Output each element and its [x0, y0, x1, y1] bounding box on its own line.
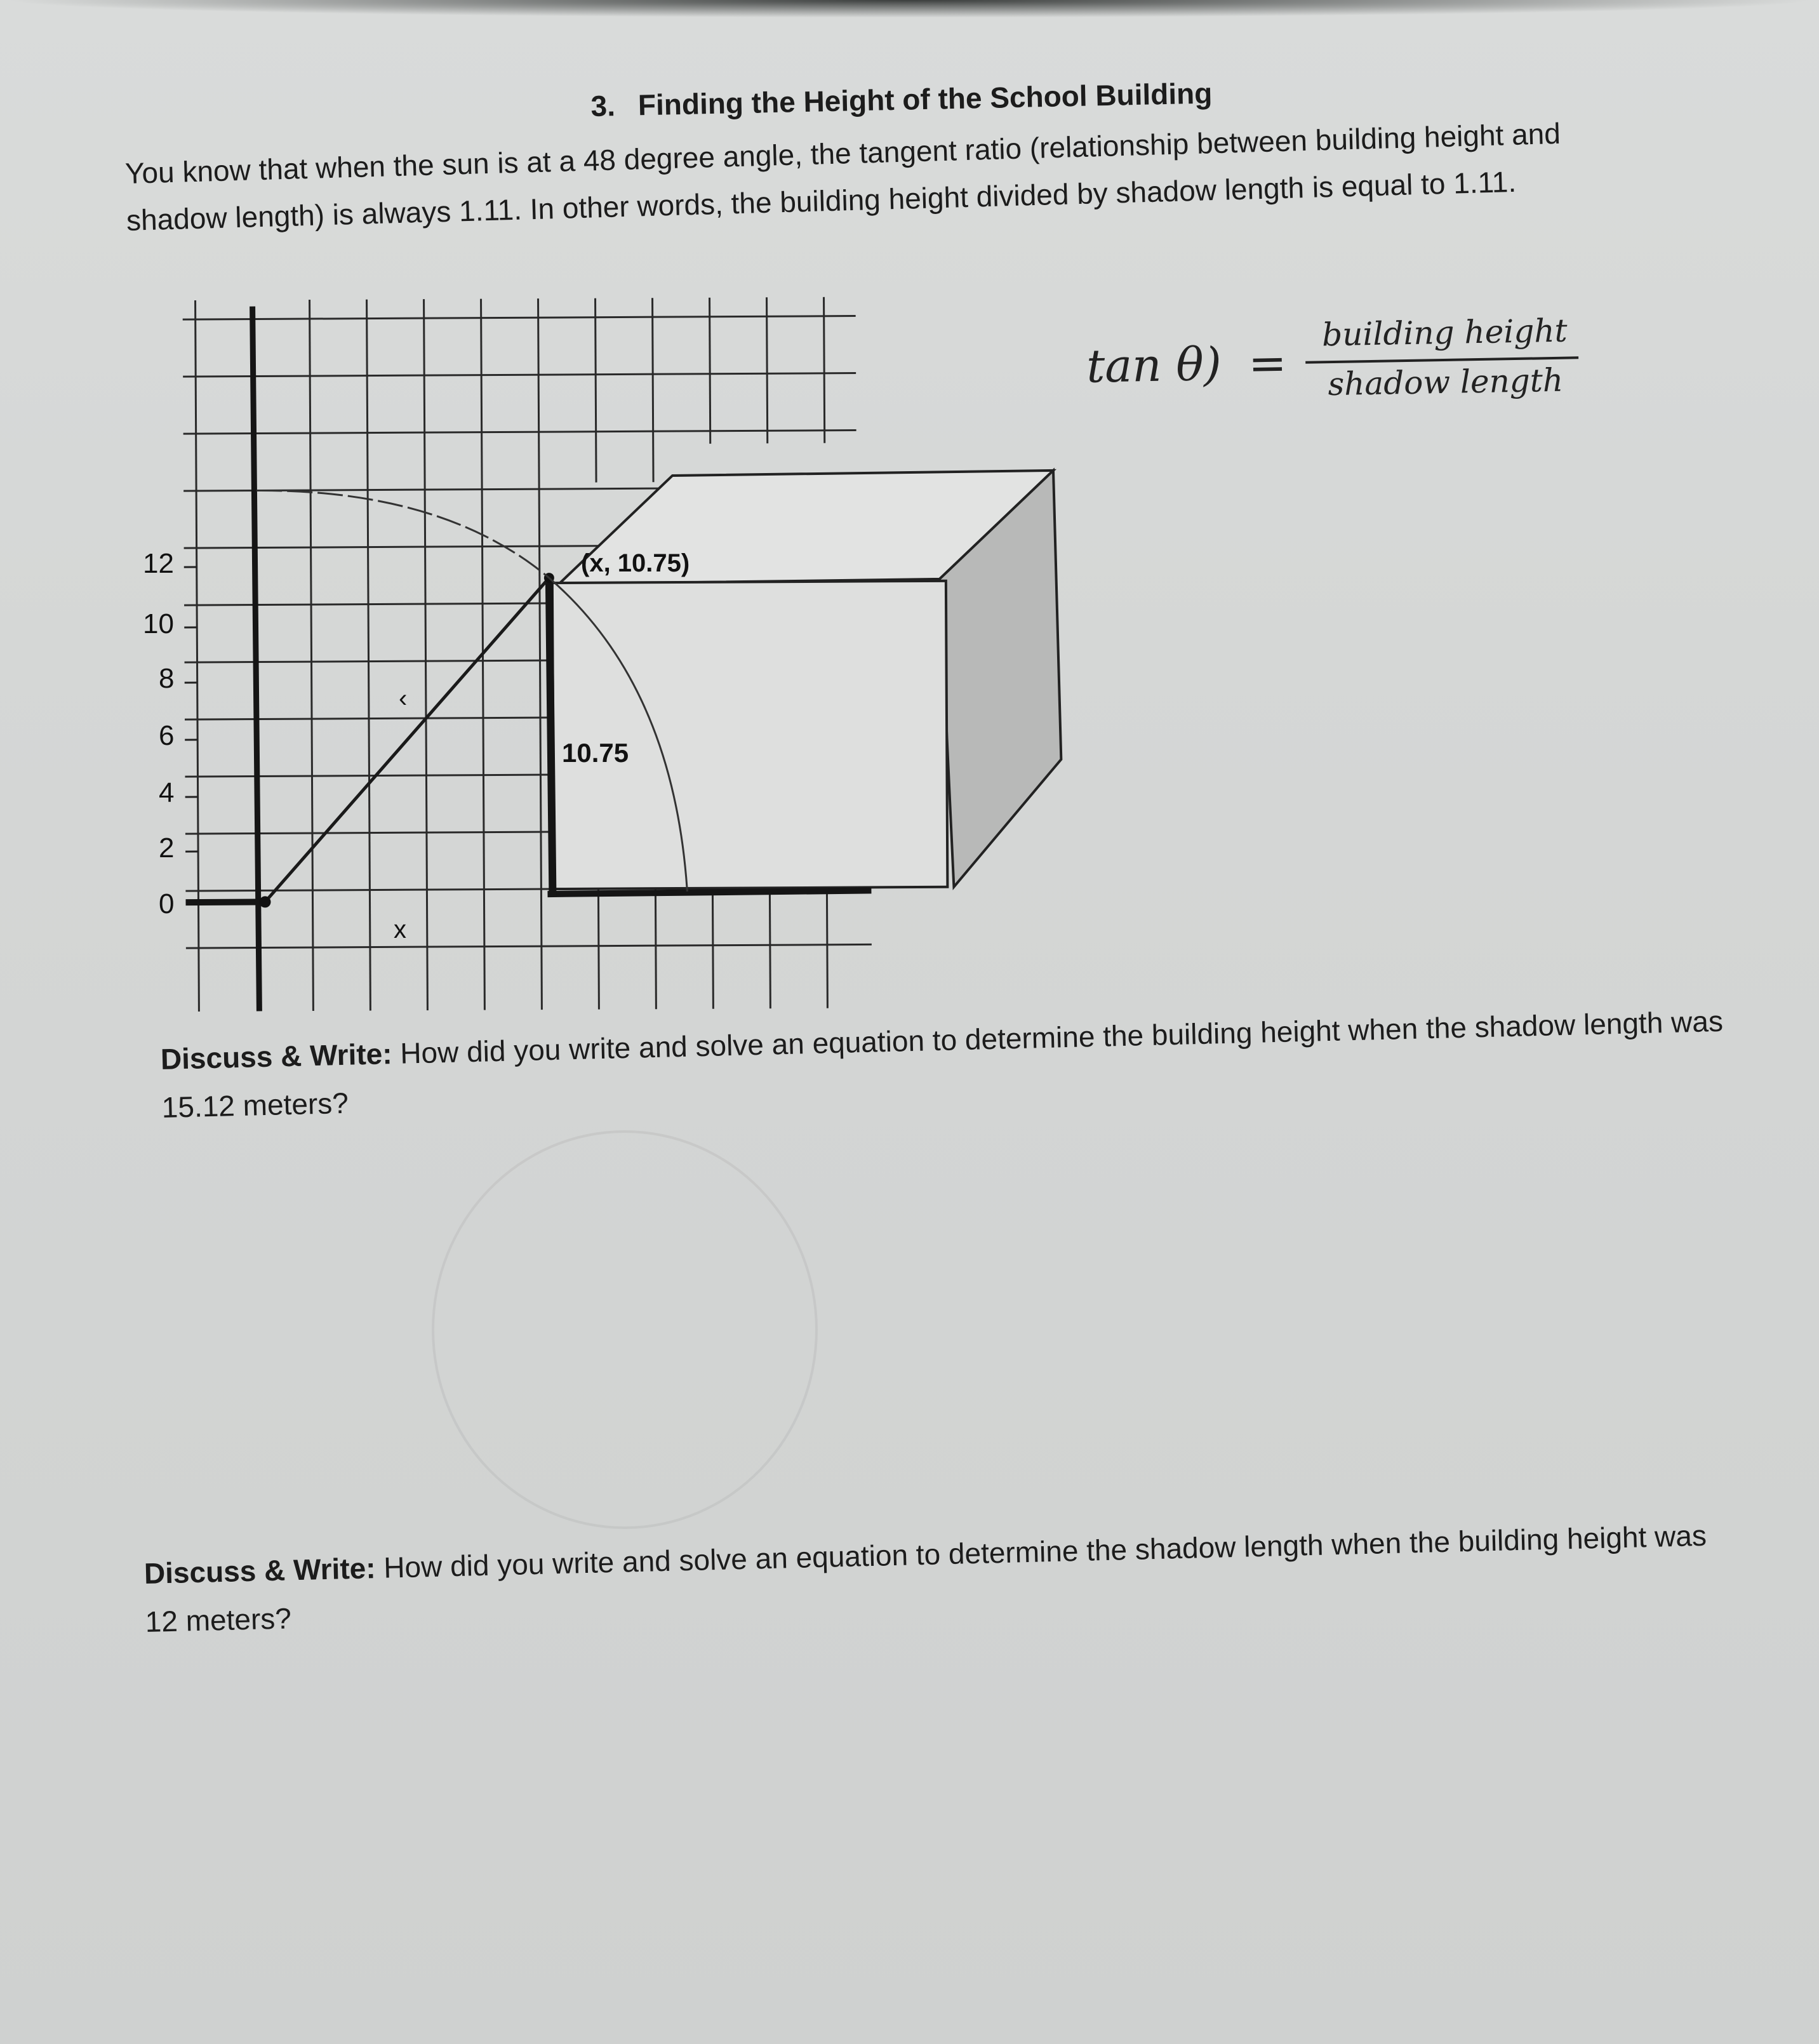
y-label-4: 4	[159, 777, 175, 808]
formula-denominator: shadow length	[1328, 361, 1564, 403]
prompt-1-label: Discuss & Write:	[160, 1037, 393, 1076]
formula-numerator: building height	[1321, 312, 1568, 354]
height-line	[549, 581, 553, 897]
building-shadow-figure	[114, 279, 1079, 1016]
formula-lhs: tan θ)	[1086, 337, 1222, 393]
ground-line-right	[547, 890, 871, 894]
dashed-arc	[257, 489, 549, 579]
section-number: 3.	[590, 89, 616, 123]
y-label-6: 6	[159, 720, 175, 751]
prompt-1-text: How did you write and solve an equation to determine the building height when the shadow length was 15.12 meters?	[161, 1004, 1724, 1124]
discuss-prompt-1	[160, 996, 1762, 1132]
sun-ray-line	[263, 578, 551, 902]
prompt-2-label: Discuss & Write:	[143, 1551, 376, 1590]
hypotenuse-mark: ‹	[399, 685, 408, 712]
tangent-formula	[1079, 312, 1576, 416]
intro-paragraph: You know that when the sun is at a 48 degree angle, the tangent ratio (relationship between building height and shadow length) is always 1.11. In other words, the building height divided by shadow length is equal to 1.11.	[124, 116, 1561, 237]
y-label-2: 2	[159, 832, 175, 864]
discuss-prompt-2	[143, 1510, 1745, 1646]
point-label: (x, 10.75)	[581, 549, 690, 577]
prompt-2-text: How did you write and solve an equation to determine the shadow length when the building height was 12 meters?	[145, 1518, 1707, 1638]
y-axis-line	[253, 306, 260, 1011]
section-title	[590, 76, 1213, 123]
figure-svg	[114, 279, 1079, 1016]
base-label: x	[394, 916, 406, 944]
height-label: 10.75	[562, 738, 629, 768]
y-label-8: 8	[159, 663, 175, 694]
page-top-shadow	[0, 0, 1819, 18]
building	[552, 471, 1062, 889]
section-title-text: Finding the Height of the School Building	[637, 76, 1213, 122]
y-label-10: 10	[143, 608, 174, 639]
origin-point	[259, 896, 270, 907]
y-label-12: 12	[143, 548, 174, 579]
y-label-0: 0	[159, 888, 175, 919]
show-through-circle	[432, 1130, 818, 1529]
formula-equals: =	[1248, 336, 1288, 391]
grid	[183, 296, 1063, 1012]
